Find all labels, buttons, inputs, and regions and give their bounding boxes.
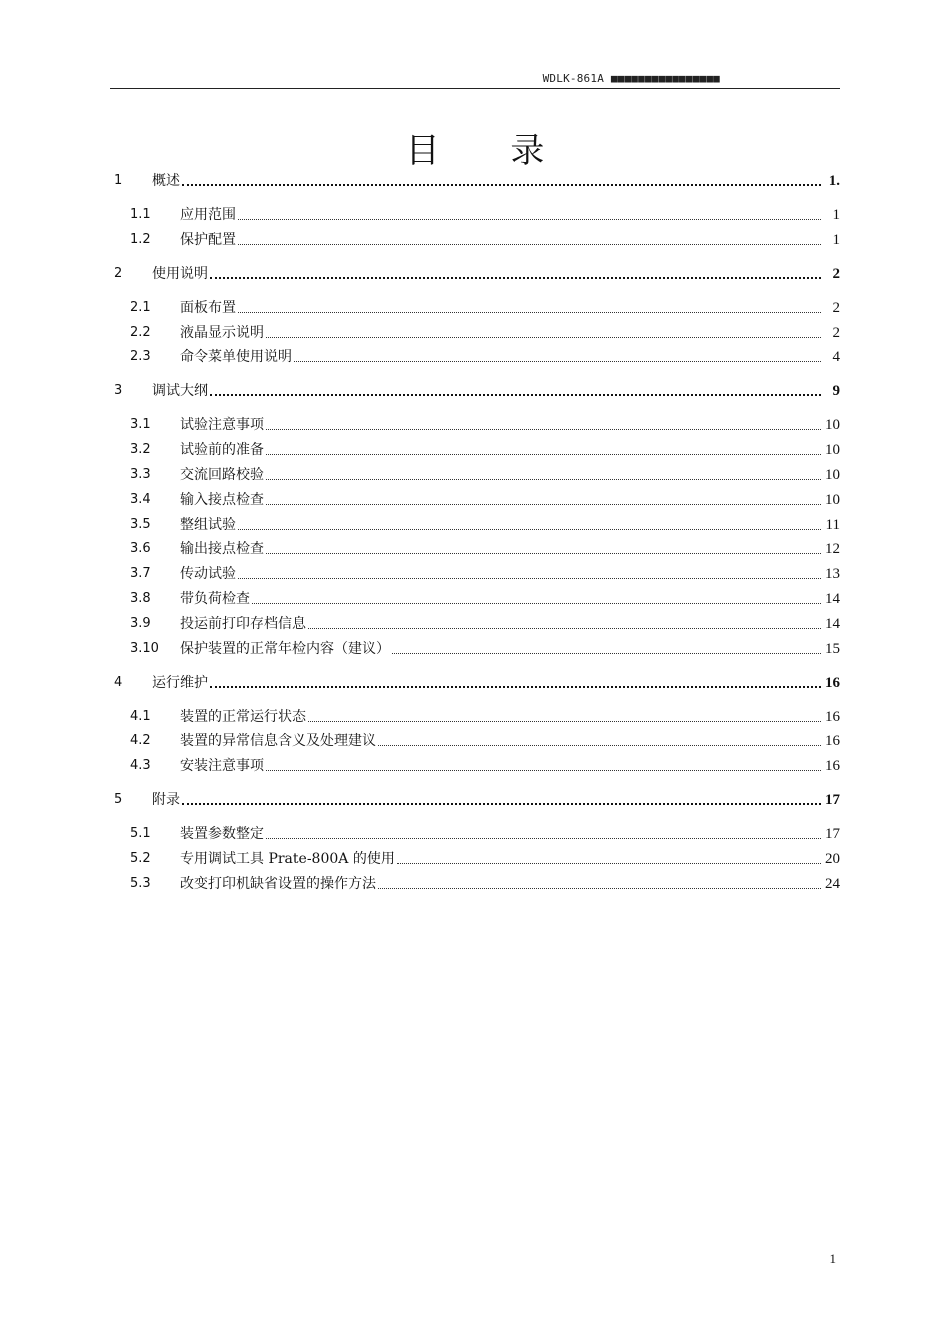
- toc-section-entry[interactable]: [110, 414, 840, 434]
- toc-entry-title: 输出接点检查: [180, 541, 264, 558]
- toc-entry-page: 12: [825, 541, 840, 558]
- toc-entry-title: 附录: [152, 792, 180, 809]
- toc-section-entry[interactable]: [110, 563, 840, 583]
- toc-dot-leader: [238, 515, 821, 530]
- toc-entry-page: 16: [825, 758, 840, 775]
- toc-entry-number: 4.3: [130, 758, 151, 774]
- toc-entry-number: 3.7: [130, 566, 151, 582]
- toc-entry-title: 装置参数整定: [180, 826, 264, 843]
- toc-entry-page: 10: [825, 491, 840, 508]
- toc-entry-page: 10: [825, 442, 840, 459]
- toc-entry-title: 保护配置: [180, 231, 236, 248]
- toc-section-entry[interactable]: [110, 706, 840, 726]
- toc-entry-title: 应用范围: [180, 207, 236, 223]
- toc-entry-title: 液晶显示说明: [180, 324, 264, 341]
- toc-entry-title: 试验前的准备: [180, 442, 264, 459]
- toc-section-entry[interactable]: [110, 464, 840, 484]
- toc-section-entry[interactable]: [110, 588, 840, 608]
- toc-dot-leader: [210, 263, 821, 279]
- toc-entry-page: 9: [832, 383, 840, 400]
- toc-dot-leader: [238, 205, 821, 220]
- toc-dot-leader: [266, 756, 821, 771]
- toc-dot-leader: [266, 824, 821, 839]
- toc-section-entry[interactable]: [110, 204, 840, 224]
- toc-entry-page: 17: [825, 792, 840, 809]
- toc-section-entry[interactable]: [110, 613, 840, 633]
- toc-entry-number: 3.6: [130, 541, 151, 557]
- toc-entry-page: 4: [832, 349, 840, 366]
- toc-entry-title: 面板布置: [180, 299, 236, 316]
- toc-entry-number: 3.2: [130, 442, 151, 458]
- toc-section-entry[interactable]: [110, 229, 840, 249]
- toc-entry-page: 14: [825, 615, 840, 632]
- toc-dot-leader: [308, 707, 821, 722]
- toc-entry-number: 3.10: [130, 640, 159, 656]
- toc-entry-page: 10: [825, 417, 840, 434]
- toc-title: 目 录: [405, 130, 575, 171]
- toc-entry-number: 5.2: [130, 851, 151, 866]
- toc-chapter-entry[interactable]: [110, 672, 840, 692]
- toc-entry-number: 4.1: [130, 708, 151, 724]
- toc-entry-number: 3.8: [130, 591, 151, 606]
- toc-entry-number: 4.2: [130, 733, 151, 749]
- toc-dot-leader: [238, 298, 821, 313]
- toc-section-entry[interactable]: [110, 848, 840, 868]
- toc-dot-leader: [378, 731, 821, 746]
- toc-entry-page: 24: [825, 875, 840, 892]
- toc-chapter-entry[interactable]: [110, 789, 840, 809]
- toc-entry-page: 1: [832, 207, 840, 223]
- toc-entry-number: 1: [114, 173, 123, 188]
- toc-entry-page: 1: [832, 231, 840, 248]
- toc-section-entry[interactable]: [110, 730, 840, 750]
- toc-section-entry[interactable]: [110, 638, 840, 658]
- toc-entry-page: 11: [825, 516, 840, 533]
- toc-entry-page: 13: [825, 566, 840, 583]
- toc-entry-title: 输入接点检查: [180, 491, 264, 508]
- toc-entry-title: 交流回路校验: [180, 467, 264, 483]
- toc-section-entry[interactable]: [110, 538, 840, 558]
- toc-dot-leader: [238, 564, 821, 579]
- toc-entry-title: 专用调试工具 Prate-800A 的使用: [180, 851, 395, 867]
- toc-dot-leader: [266, 465, 821, 480]
- toc-entry-page: 16: [825, 708, 840, 725]
- header-rule: [110, 88, 840, 89]
- toc-section-entry[interactable]: [110, 439, 840, 459]
- toc-entry-title: 试验注意事项: [180, 417, 264, 434]
- toc-entry-title: 整组试验: [180, 516, 236, 533]
- toc-entry-page: 1.: [828, 173, 840, 189]
- toc-entry-page: 14: [825, 591, 840, 607]
- toc-dot-leader: [397, 849, 821, 864]
- toc-entry-number: 5.3: [130, 875, 151, 891]
- toc-entry-number: 2: [114, 265, 123, 281]
- toc-section-entry[interactable]: [110, 297, 840, 317]
- toc-entry-title: 装置的正常运行状态: [180, 708, 306, 725]
- toc-entry-title: 使用说明: [152, 265, 208, 282]
- toc-entry-number: 3.3: [130, 467, 151, 482]
- toc-entry-page: 15: [825, 640, 840, 657]
- toc-entry-page: 20: [825, 851, 840, 867]
- toc-section-entry[interactable]: [110, 873, 840, 893]
- running-header: WDLK-861A ■■■■■■■■■■■■■■■■: [542, 72, 720, 85]
- toc-dot-leader: [294, 347, 821, 362]
- toc-entry-number: 5: [114, 792, 123, 808]
- toc-entry-title: 改变打印机缺省设置的操作方法: [180, 875, 376, 892]
- toc-chapter-entry[interactable]: [110, 263, 840, 283]
- toc-dot-leader: [182, 170, 821, 186]
- toc-section-entry[interactable]: [110, 514, 840, 534]
- toc-entry-number: 3: [114, 383, 123, 399]
- toc-entry-title: 运行维护: [152, 674, 208, 691]
- toc-dot-leader: [266, 440, 821, 455]
- toc-entry-number: 1.2: [130, 231, 151, 247]
- toc-entry-number: 4: [114, 674, 123, 690]
- toc-dot-leader: [392, 639, 821, 654]
- toc-dot-leader: [266, 415, 821, 430]
- toc-dot-leader: [308, 614, 821, 629]
- toc-section-entry[interactable]: [110, 755, 840, 775]
- toc-entry-title: 命令菜单使用说明: [180, 349, 292, 366]
- toc-entry-page: 17: [825, 826, 840, 843]
- toc-entry-title: 投运前打印存档信息: [180, 615, 306, 632]
- page-number: 1: [829, 1251, 836, 1266]
- toc-dot-leader: [182, 789, 821, 805]
- toc-entry-number: 3.1: [130, 417, 151, 433]
- toc-section-entry[interactable]: [110, 322, 840, 342]
- toc-section-entry[interactable]: [110, 823, 840, 843]
- toc-entry-number: 5.1: [130, 826, 151, 842]
- toc-entry-page: 2: [832, 265, 840, 282]
- toc-entry-number: 3.4: [130, 491, 151, 507]
- toc-entry-number: 1.1: [130, 207, 151, 222]
- toc-section-entry[interactable]: [110, 489, 840, 509]
- toc-dot-leader: [252, 589, 821, 604]
- toc-entry-number: 2.1: [130, 299, 151, 315]
- toc-entry-page: 16: [825, 733, 840, 750]
- toc-entry-title: 安装注意事项: [180, 758, 264, 775]
- toc-entry-page: 2: [832, 324, 840, 341]
- toc-entry-title: 保护装置的正常年检内容（建议）: [180, 640, 390, 657]
- toc-entry-number: 3.5: [130, 516, 151, 532]
- toc-entry-page: 2: [832, 299, 840, 316]
- toc-entry-page: 10: [825, 467, 840, 483]
- toc-entry-title: 装置的异常信息含义及处理建议: [180, 733, 376, 750]
- toc-dot-leader: [210, 672, 821, 688]
- toc-entry-number: 2.2: [130, 324, 151, 340]
- toc-chapter-entry[interactable]: [110, 380, 840, 400]
- toc-dot-leader: [210, 380, 821, 396]
- toc-section-entry[interactable]: [110, 346, 840, 366]
- toc-chapter-entry[interactable]: [110, 170, 840, 190]
- toc-dot-leader: [378, 874, 821, 889]
- toc-entry-title: 传动试验: [180, 566, 236, 583]
- toc-entry-title: 带负荷检查: [180, 591, 250, 607]
- toc-entry-number: 3.9: [130, 615, 151, 631]
- toc-dot-leader: [266, 490, 821, 505]
- toc-dot-leader: [238, 230, 821, 245]
- toc-entry-page: 16: [825, 674, 840, 691]
- toc-entry-number: 2.3: [130, 349, 151, 365]
- toc-entry-title: 概述: [152, 173, 180, 189]
- toc-dot-leader: [266, 539, 821, 554]
- toc-entry-title: 调试大纲: [152, 383, 208, 400]
- toc-dot-leader: [266, 323, 821, 338]
